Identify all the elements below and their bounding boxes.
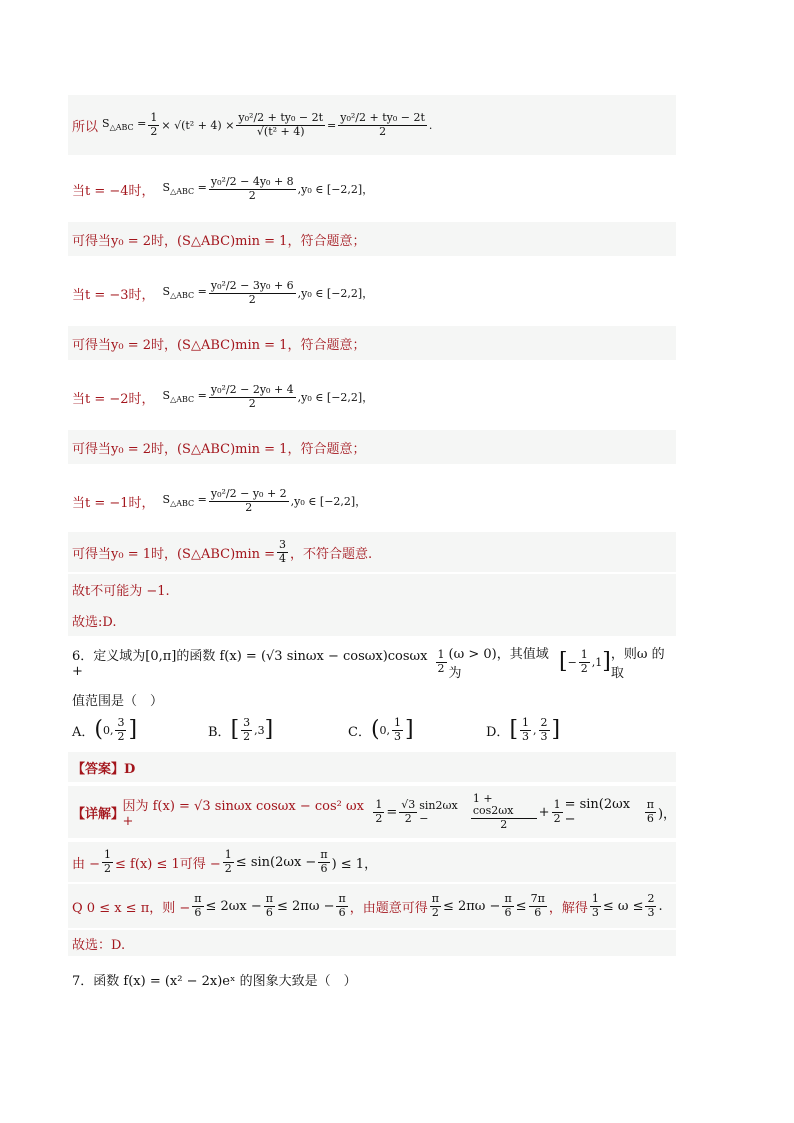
area-label: $S_{\triangle ABC}$ = [162, 389, 207, 405]
result-text: 可得当y₀ = 2时，(S△ABC)min = 1，符合题意； [72, 441, 366, 457]
step2-pi-six-3: $\frac{\pi}{6}$ [338, 891, 346, 919]
case-label: 当t = −3时， [72, 287, 155, 303]
period: . [428, 118, 433, 132]
option-c-fraction: $\frac{1}{3}$ [394, 715, 402, 743]
detail-pi-six: $\frac{\pi}{6}$ [646, 797, 654, 825]
case-label: 当t = −4时， [72, 183, 155, 199]
step2-pi-six-1: $\frac{\pi}{6}$ [194, 891, 202, 919]
solution-line-result-2 [68, 326, 676, 360]
detail-text-a: 因为 f(x) = √3 sinωx cosωx − cos² ωx + [122, 799, 364, 829]
min-fraction: $\frac{3}{4}$ [279, 537, 287, 565]
area-label: $S_{\triangle ABC}$ = [162, 493, 207, 509]
detail-half-2: $\frac{1}{2}$ [553, 797, 561, 825]
step2-two-thirds: $\frac{2}{3}$ [647, 891, 655, 919]
detail-cos-fraction: $\frac{1 + \cos 2\omega x}{2}$ [471, 793, 537, 832]
plus: + [538, 804, 550, 820]
case-fraction: $\frac{\text{y₀²/2 − y₀ + 2}}{2}$ [210, 486, 287, 514]
equals: = [386, 804, 398, 820]
detail-sin: sin2ωx − [419, 799, 458, 825]
fraction-result: $\frac{\text{y₀²/2 + ty₀ − 2t}}{2}$ [340, 110, 425, 138]
step2-one-third: $\frac{1}{3}$ [591, 891, 599, 919]
option-c-value: 0, [379, 723, 391, 737]
solution-line-t-minus-3 [68, 264, 676, 322]
option-d[interactable] [486, 712, 560, 748]
step2-7pi-six: $\frac{7\pi}{6}$ [530, 891, 545, 919]
result-text-a: 可得当y₀ = 1时，(S△ABC)min = [72, 546, 276, 562]
option-a[interactable] [72, 712, 137, 748]
range-end: ,1 [591, 655, 603, 669]
q6-text-c: ，则ω 的取 [610, 647, 665, 681]
result-text: 可得当y₀ = 2时，(S△ABC)min = 1，符合题意； [72, 337, 366, 353]
step1-b: ≤ f(x) ≤ 1可得 − [115, 856, 221, 872]
choice-text: 故选:D. [72, 614, 117, 630]
bracket-close: ] [551, 717, 561, 742]
solution-line-t-minus-1 [68, 472, 676, 530]
option-d-fraction-1: $\frac{1}{3}$ [522, 715, 530, 743]
q6-text-b: (ω > 0)，其值域为 [448, 647, 549, 681]
line-prefix: 所以 [72, 119, 99, 135]
option-b[interactable] [208, 712, 273, 748]
choice-text: 故选：D. [72, 937, 126, 953]
step1-c: ≤ sin(2ωx − [235, 854, 317, 870]
solution-line-t-minus-2 [68, 368, 676, 426]
case-fraction: $\frac{\text{y₀²/2 − 4y₀ + 8}}{2}$ [210, 174, 294, 202]
q7-text: 7．函数 f(x) = (x² − 2x)eˣ 的图象大致是（ ） [72, 973, 357, 989]
range-half: $\frac{1}{2}$ [580, 647, 588, 675]
step1-pi-six: $\frac{\pi}{6}$ [320, 847, 328, 875]
result-text-b: ，不符合题意. [290, 546, 373, 562]
fraction-half: $\frac{1}{2}$ [150, 110, 158, 138]
bracket-close: ] [602, 649, 611, 674]
detail-text-b: = sin(2ωx − [564, 797, 631, 827]
bracket-open: [ [558, 649, 568, 674]
q6-text-a: 6．定义域为[0,π]的函数 f(x) = (√3 sinωx − cosωx)cosωx + [72, 649, 428, 679]
domain-text: ,y₀ ∈ [−2,2]， [297, 183, 374, 196]
solution-line-result-1 [68, 222, 676, 256]
question-6-line-1 [68, 642, 676, 682]
solution-line-result-3 [68, 430, 676, 464]
bracket-close: ] [405, 717, 414, 742]
step1-half-1: $\frac{1}{2}$ [104, 847, 112, 875]
option-a-value: 0, [102, 723, 114, 737]
detail-line [68, 786, 676, 838]
option-c-label: C． [348, 724, 371, 740]
bracket-open: [ [230, 717, 240, 742]
equals-sign: = [327, 118, 337, 132]
step2-e: ≤ 2πω − [442, 898, 501, 914]
step1-d: ) ≤ 1， [331, 856, 378, 872]
solution-line-result-4 [68, 532, 676, 572]
domain-text: ,y₀ ∈ [−2,2]， [297, 287, 374, 300]
step2-c: ≤ 2πω − [277, 898, 335, 914]
detail-sqrt3-half: $\frac{√3}{2}$ [401, 797, 416, 825]
area-label: $S_{\triangle ABC}$ = [102, 117, 147, 133]
step2-i: . [658, 898, 663, 914]
step2-a: Q 0 ≤ x ≤ π，则 − [72, 900, 191, 916]
result-text: 可得当y₀ = 2时，(S△ABC)min = 1，符合题意； [72, 233, 366, 249]
detail-half-1: $\frac{1}{2}$ [375, 797, 383, 825]
answer-line [68, 752, 676, 782]
question-6-line-2 [68, 684, 676, 714]
fraction-main: $\frac{\text{y₀²/2 + ty₀ − 2t}}{\text{√(t² + 4)}}$ [238, 110, 324, 138]
step2-g: ，解得 [548, 900, 588, 916]
step1-a: 由 − [72, 856, 101, 872]
case-label: 当t = −2时， [72, 391, 155, 407]
option-d-fraction-2: $\frac{2}{3}$ [540, 715, 548, 743]
area-label: $S_{\triangle ABC}$ = [162, 181, 207, 197]
step2-pi-six-2: $\frac{\pi}{6}$ [265, 891, 274, 919]
option-a-fraction: $\frac{3}{2}$ [117, 715, 125, 743]
bracket-open: [ [509, 717, 519, 742]
q6-half: $\frac{1}{2}$ [437, 647, 445, 675]
detail-text-c: )， [657, 806, 677, 822]
step2-d: ，由题意可得 [349, 900, 428, 916]
paren-open: ( [370, 717, 380, 742]
step2-pi-six-4: $\frac{\pi}{6}$ [504, 891, 512, 919]
step-1-line [68, 842, 676, 882]
case-fraction: $\frac{\text{y₀²/2 − 2y₀ + 4}}{2}$ [210, 382, 294, 410]
option-a-label: A． [72, 724, 95, 740]
bracket-close: ] [264, 717, 274, 742]
step1-half-2: $\frac{1}{2}$ [224, 847, 232, 875]
solution-conclusion [68, 574, 676, 604]
choice-line [68, 930, 676, 956]
domain-text: ,y₀ ∈ [−2,2]， [290, 495, 367, 508]
area-label: $S_{\triangle ABC}$ = [162, 285, 207, 301]
solution-line-1 [68, 95, 676, 155]
question-7 [68, 964, 676, 994]
step-2-line [68, 884, 676, 928]
option-b-value: ,3 [254, 723, 265, 737]
step2-pi-two: $\frac{\pi}{2}$ [431, 891, 439, 919]
detail-label: 【详解】 [72, 806, 125, 822]
range-neg: − [567, 655, 577, 669]
case-fraction: $\frac{\text{y₀²/2 − 3y₀ + 6}}{2}$ [210, 278, 294, 306]
option-b-fraction: $\frac{3}{2}$ [243, 715, 251, 743]
step2-f: ≤ [515, 898, 527, 914]
option-b-label: B． [208, 724, 231, 740]
case-label: 当t = −1时， [72, 495, 155, 511]
bracket-close: ] [128, 717, 138, 742]
option-d-label: D． [486, 724, 510, 740]
paren-open: ( [94, 717, 103, 742]
solution-choice [68, 604, 676, 636]
answer-text: 【答案】D [72, 761, 136, 777]
q6-text-2: 值范围是（ ） [72, 693, 164, 709]
expr-mid: × √(t² + 4) × [161, 118, 235, 132]
solution-line-t-minus-4 [68, 160, 676, 218]
option-c[interactable] [348, 712, 414, 748]
domain-text: ,y₀ ∈ [−2,2]， [297, 391, 374, 404]
conclusion-text: 故t不可能为 −1. [72, 583, 170, 599]
step2-h: ≤ ω ≤ [602, 898, 644, 914]
comma: , [533, 723, 537, 737]
step2-b: ≤ 2ωx − [205, 898, 262, 914]
